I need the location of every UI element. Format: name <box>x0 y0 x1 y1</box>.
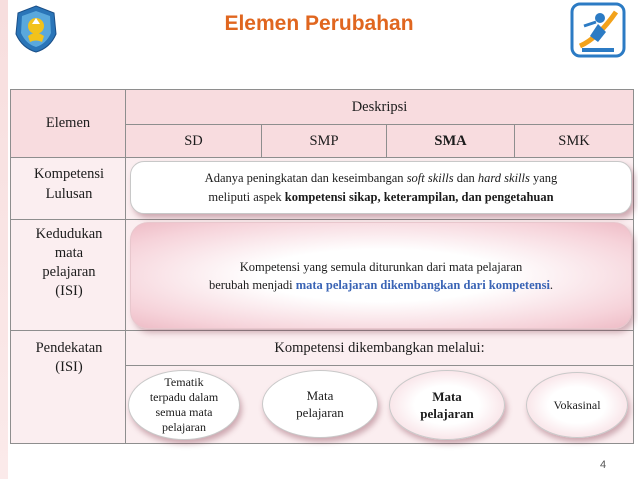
row-label-line: Lulusan <box>45 186 93 202</box>
text-fragment: dan <box>453 171 478 185</box>
kompetensi-line-2 <box>131 188 631 206</box>
row-pendekatan-label-cell <box>10 330 126 444</box>
text-fragment: Adanya peningkatan dan keseimbangan <box>204 171 407 185</box>
kurikulum-2013-logo <box>568 2 628 60</box>
page-number: 4 <box>600 459 607 471</box>
kedudukan-line-1: Kompetensi yang semula diturunkan dari mata pelajaran <box>239 260 523 274</box>
row-kompetensi-label-cell <box>10 157 126 220</box>
approach-oval-mapel-sma <box>389 370 505 440</box>
pendekatan-header: Kompetensi dikembangkan melalui: <box>274 339 485 356</box>
level-label: SMP <box>309 132 339 149</box>
row-kedudukan-label-cell <box>10 219 126 331</box>
kompetensi-description-box <box>130 161 632 214</box>
level-label: SD <box>184 132 203 149</box>
kedudukan-line-2 <box>131 276 631 294</box>
row-pendekatan-header-cell <box>125 330 634 366</box>
level-label: SMK <box>558 132 590 149</box>
row-label-line: (ISI) <box>55 359 83 375</box>
text-highlight: mata pelajaran dikembangkan dari kompetensi <box>295 278 550 292</box>
row-label-line: pelajaran <box>42 264 96 280</box>
oval-line: terpadu dalam <box>149 390 219 404</box>
oval-line: Tematik <box>164 375 204 389</box>
header-level-sma <box>386 124 515 158</box>
oval-line: pelajaran <box>420 406 474 421</box>
oval-line: pelajaran <box>296 405 344 420</box>
header-deskripsi-cell <box>125 89 634 125</box>
decorative-sidebar <box>0 0 8 479</box>
row-label-line: Kompetensi <box>33 166 105 182</box>
slide-title: Elemen Perubahan <box>224 12 414 35</box>
header-level-smk <box>514 124 634 158</box>
row-label-line: (ISI) <box>55 283 83 299</box>
approach-oval-tematik <box>128 370 240 440</box>
approach-oval-mapel-smp <box>262 370 378 438</box>
approach-oval-vokasinal <box>526 372 628 438</box>
text-fragment: . <box>549 278 554 292</box>
oval-line: semua mata <box>155 405 213 419</box>
text-fragment: berubah menjadi <box>208 278 296 292</box>
header-elemen: Elemen <box>45 115 91 131</box>
kedudukan-description-box <box>130 222 632 329</box>
oval-line: Mata <box>432 389 462 404</box>
text-fragment: meliputi aspek <box>208 190 285 204</box>
level-label: SMA <box>434 132 467 149</box>
tut-wuri-handayani-logo <box>10 4 62 54</box>
header-level-sd <box>125 124 262 158</box>
row-label-line: Pendekatan <box>35 340 103 356</box>
kompetensi-line-1 <box>131 169 631 187</box>
text-emphasis: hard skills <box>477 171 530 185</box>
header-elemen-cell <box>10 89 126 158</box>
text-bold: kompetensi sikap, keterampilan, dan pengetahuan <box>284 190 554 204</box>
oval-line: pelajaran <box>162 420 206 434</box>
header-deskripsi: Deskripsi <box>351 98 408 115</box>
oval-line: Mata <box>306 388 334 403</box>
row-label-line: mata <box>54 245 84 261</box>
text-emphasis: soft skills <box>406 171 454 185</box>
row-label-line: Kedudukan <box>35 226 103 242</box>
oval-line: Vokasinal <box>553 397 601 412</box>
text-fragment: yang <box>529 171 558 185</box>
header-level-smp <box>261 124 387 158</box>
